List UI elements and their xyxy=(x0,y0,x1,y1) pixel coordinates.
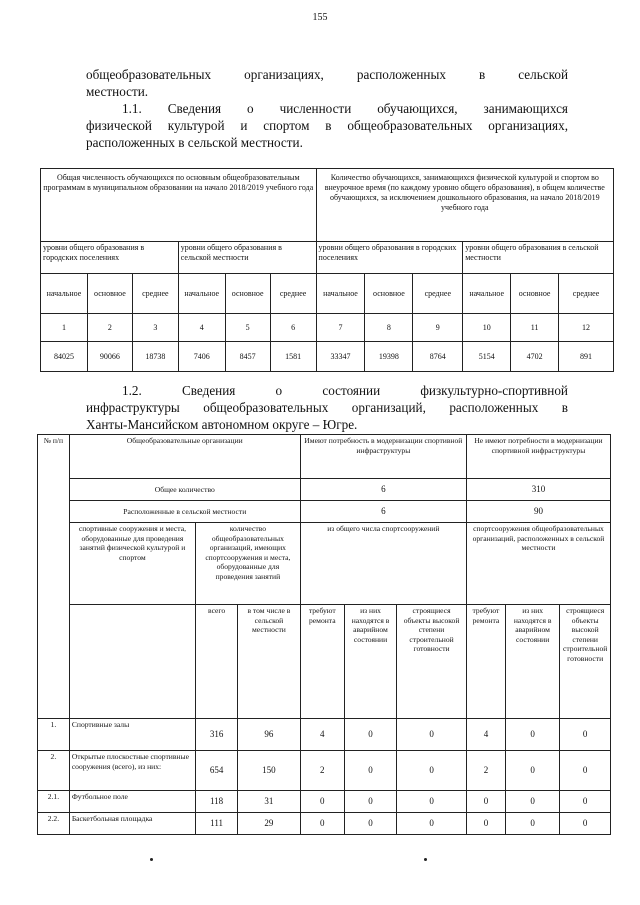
value-cell: 0 xyxy=(300,813,344,835)
section-1-1-heading: 1.1. Сведения о численности обучающихся, занимающихся xyxy=(122,101,568,116)
value-cell: 0 xyxy=(505,813,559,835)
column-number: 9 xyxy=(413,314,463,342)
column-number: 1 xyxy=(41,314,88,342)
sub-emergency: из них находятся в аварийном состоянии xyxy=(344,605,396,719)
facility-name: Баскетбольная площадка xyxy=(69,813,195,835)
header-facilities: спортивные сооружения и места, оборудованные для проведения занятий физической культурой и спортом xyxy=(69,523,195,605)
value-cell: 0 xyxy=(560,751,611,791)
value-cell: 316 xyxy=(196,719,238,751)
header-rural-facilities: спортсооружения общеобразовательных организаций, расположенных в сельской местности xyxy=(466,523,610,605)
value-cell: 0 xyxy=(397,751,467,791)
intro-line: местности. xyxy=(86,84,149,99)
header-total-students: Общая численность обучающихся по основным общеобразовательным программам в муниципальном образовании на начало 2018/2019 учебного года xyxy=(41,169,317,242)
sub-building: строящиеся объекты высокой степени строительной готовности xyxy=(397,605,467,719)
sub-repair: требуют ремонта xyxy=(300,605,344,719)
value-cell: 0 xyxy=(466,813,505,835)
level-header: основное xyxy=(511,274,559,314)
student-count-cell: 90066 xyxy=(87,342,132,372)
sub-repair: требуют ремонта xyxy=(466,605,505,719)
column-number: 2 xyxy=(87,314,132,342)
scan-dot xyxy=(150,858,153,861)
section-1-2-line: инфраструктуры общеобразовательных организаций, расположенных в xyxy=(86,400,568,415)
total-need: 6 xyxy=(300,479,466,501)
value-cell: 0 xyxy=(344,813,396,835)
level-header: среднее xyxy=(132,274,178,314)
header-of-total: из общего числа спортсооружений xyxy=(300,523,466,605)
column-number: 12 xyxy=(559,314,614,342)
sub-building: строящиеся объекты высокой степени строительной готовности xyxy=(560,605,611,719)
table-row xyxy=(38,813,611,835)
student-count-cell: 891 xyxy=(559,342,614,372)
table-row xyxy=(38,791,611,813)
facility-name: Открытые плоскостные спортивные сооружения (всего), из них: xyxy=(69,751,195,791)
infrastructure-table xyxy=(37,434,611,835)
value-cell: 0 xyxy=(505,719,559,751)
level-header: начальное xyxy=(463,274,511,314)
level-group-header: уровни общего образования в городских поселениях xyxy=(41,242,179,274)
row-number: 2. xyxy=(38,751,70,791)
sub-emergency: из них находятся в аварийном состоянии xyxy=(505,605,559,719)
value-cell: 4 xyxy=(300,719,344,751)
level-header: основное xyxy=(225,274,270,314)
column-number: 11 xyxy=(511,314,559,342)
sub-rural: в том числе в сельской местности xyxy=(238,605,301,719)
value-cell: 118 xyxy=(196,791,238,813)
level-group-header: уровни общего образования в сельской местности xyxy=(178,242,316,274)
facilities-spacer xyxy=(69,605,195,719)
page-number: 155 xyxy=(312,12,328,23)
table-row xyxy=(38,719,611,751)
value-cell: 0 xyxy=(505,791,559,813)
column-number: 3 xyxy=(132,314,178,342)
header-num: № п/п xyxy=(38,435,70,719)
level-header: среднее xyxy=(413,274,463,314)
column-number: 4 xyxy=(178,314,225,342)
student-count-cell: 19398 xyxy=(365,342,413,372)
header-no-need-modernization: Не имеют потребности в модернизации спортивной инфраструктуры xyxy=(466,435,610,479)
section-1-2-line: 1.2. Сведения о состоянии физкультурно-спортивной xyxy=(122,383,568,398)
value-cell: 0 xyxy=(505,751,559,791)
header-organizations: Общеобразовательные организации xyxy=(69,435,300,479)
student-count-cell: 18738 xyxy=(132,342,178,372)
column-number: 5 xyxy=(225,314,270,342)
level-header: среднее xyxy=(559,274,614,314)
value-cell: 0 xyxy=(397,719,467,751)
value-cell: 0 xyxy=(397,791,467,813)
column-number: 7 xyxy=(316,314,365,342)
table-row xyxy=(38,751,611,791)
level-header: начальное xyxy=(316,274,365,314)
level-header: основное xyxy=(87,274,132,314)
value-cell: 0 xyxy=(397,813,467,835)
value-cell: 29 xyxy=(238,813,301,835)
student-count-cell: 84025 xyxy=(41,342,88,372)
value-cell: 2 xyxy=(300,751,344,791)
intro-line: общеобразовательных организациях, расположенных в сельской xyxy=(86,67,568,82)
section-1-1-heading: физической культурой и спортом в общеобразовательных организациях, xyxy=(86,118,568,133)
students-table xyxy=(40,168,614,372)
value-cell: 0 xyxy=(466,791,505,813)
total-no-need: 310 xyxy=(466,479,610,501)
column-number: 6 xyxy=(270,314,316,342)
level-group-header: уровни общего образования в сельской местности xyxy=(463,242,614,274)
level-header: начальное xyxy=(178,274,225,314)
row-number: 2.2. xyxy=(38,813,70,835)
value-cell: 111 xyxy=(196,813,238,835)
row-number: 2.1. xyxy=(38,791,70,813)
scan-dot xyxy=(424,858,427,861)
sub-total: всего xyxy=(196,605,238,719)
level-header: среднее xyxy=(270,274,316,314)
header-need-modernization: Имеют потребность в модернизации спортивной инфраструктуры xyxy=(300,435,466,479)
student-count-cell: 33347 xyxy=(316,342,365,372)
column-number: 8 xyxy=(365,314,413,342)
value-cell: 0 xyxy=(344,791,396,813)
level-header: начальное xyxy=(41,274,88,314)
section-1-2-heading xyxy=(86,382,568,433)
rural-no-need: 90 xyxy=(466,501,610,523)
level-group-header: уровни общего образования в городских поселениях xyxy=(316,242,463,274)
value-cell: 2 xyxy=(466,751,505,791)
total-label: Общее количество xyxy=(69,479,300,501)
value-cell: 0 xyxy=(560,719,611,751)
value-cell: 4 xyxy=(466,719,505,751)
section-1-1-heading: расположенных в сельской местности. xyxy=(86,135,303,150)
value-cell: 0 xyxy=(560,813,611,835)
student-count-cell: 8457 xyxy=(225,342,270,372)
student-count-cell: 1581 xyxy=(270,342,316,372)
intro-paragraph xyxy=(86,66,568,151)
rural-label: Расположенные в сельской местности xyxy=(69,501,300,523)
rural-need: 6 xyxy=(300,501,466,523)
section-1-2-line: Ханты-Мансийском автономном округе – Югре. xyxy=(86,417,358,432)
student-count-cell: 7406 xyxy=(178,342,225,372)
level-header: основное xyxy=(365,274,413,314)
header-org-count: количество общеобразовательных организаций, имеющих спортсооружения и места, оборудованные для проведения занятий xyxy=(196,523,301,605)
value-cell: 150 xyxy=(238,751,301,791)
value-cell: 96 xyxy=(238,719,301,751)
value-cell: 0 xyxy=(344,751,396,791)
column-number: 10 xyxy=(463,314,511,342)
value-cell: 31 xyxy=(238,791,301,813)
value-cell: 0 xyxy=(560,791,611,813)
row-number: 1. xyxy=(38,719,70,751)
header-sport-students: Количество обучающихся, занимающихся физической культурой и спортом во внеурочное время (по каждому уровню общего образования), в общем количестве обучающихся, за исключением дошкольного образования, на начало 2018/2019 учебного года xyxy=(316,169,613,242)
student-count-cell: 4702 xyxy=(511,342,559,372)
value-cell: 0 xyxy=(344,719,396,751)
student-count-cell: 8764 xyxy=(413,342,463,372)
value-cell: 654 xyxy=(196,751,238,791)
student-count-cell: 5154 xyxy=(463,342,511,372)
facility-name: Спортивные залы xyxy=(69,719,195,751)
facility-name: Футбольное поле xyxy=(69,791,195,813)
value-cell: 0 xyxy=(300,791,344,813)
